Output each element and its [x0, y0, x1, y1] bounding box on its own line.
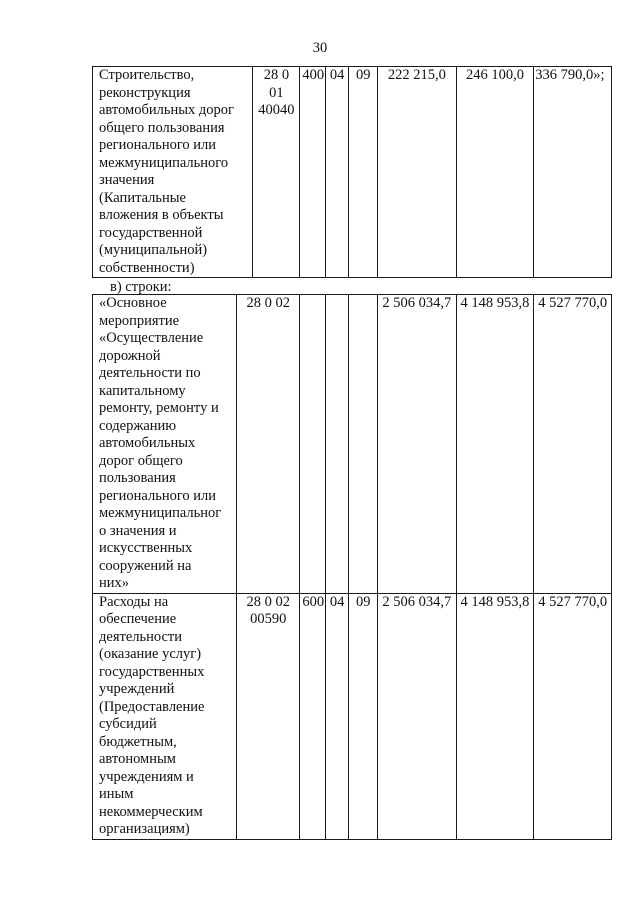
- row-b-rz: [325, 295, 348, 594]
- row-b-year2: 4 148 953,8: [456, 295, 534, 594]
- section-label: в) строки:: [110, 279, 172, 295]
- row-a-name: Строительство, реконструкция автомобильных дорог общего пользования регионального или межмуниципального значения (Капитальные вложения в объекты государственной (муниципальной) собственности): [93, 67, 253, 278]
- row-b-name: «Основное мероприятие «Осуществление дорожной деятельности по капитальному ремонту, ремонту и содержанию автомобильных дорог общего пользования регионального или межмуниципальног о значения и искусственных сооружений на них»: [93, 295, 237, 594]
- table-row: [93, 295, 612, 594]
- row-a-year3: 336 790,0»;: [534, 67, 612, 278]
- budget-table-bottom: [92, 294, 612, 840]
- row-a-pr: 09: [349, 67, 378, 278]
- row-c-year1: 2 506 034,7: [377, 593, 456, 839]
- row-c-year2: 4 148 953,8: [456, 593, 534, 839]
- table-row: [93, 67, 612, 278]
- page-number: 30: [312, 40, 328, 56]
- row-c-vr: 600: [300, 593, 326, 839]
- row-c-code: 28 0 02 00590: [237, 593, 300, 839]
- row-b-code: 28 0 02: [237, 295, 300, 594]
- row-b-vr: [300, 295, 326, 594]
- row-a-year1: 222 215,0: [377, 67, 456, 278]
- row-b-year3: 4 527 770,0: [534, 295, 612, 594]
- row-c-name: Расходы на обеспечение деятельности (оказание услуг) государственных учреждений (Предоставление субсидий бюджетным, автономным учреждениям и иным некоммерческим организациям): [93, 593, 237, 839]
- row-c-pr: 09: [349, 593, 378, 839]
- row-a-year2: 246 100,0: [456, 67, 534, 278]
- table-row: [93, 593, 612, 839]
- row-b-pr: [349, 295, 378, 594]
- row-a-code: 28 0 01 40040: [253, 67, 300, 278]
- row-b-year1: 2 506 034,7: [377, 295, 456, 594]
- budget-table-top: [92, 66, 612, 278]
- row-a-vr: 400: [300, 67, 326, 278]
- row-c-rz: 04: [325, 593, 348, 839]
- row-a-rz: 04: [325, 67, 348, 278]
- row-c-year3: 4 527 770,0: [534, 593, 612, 839]
